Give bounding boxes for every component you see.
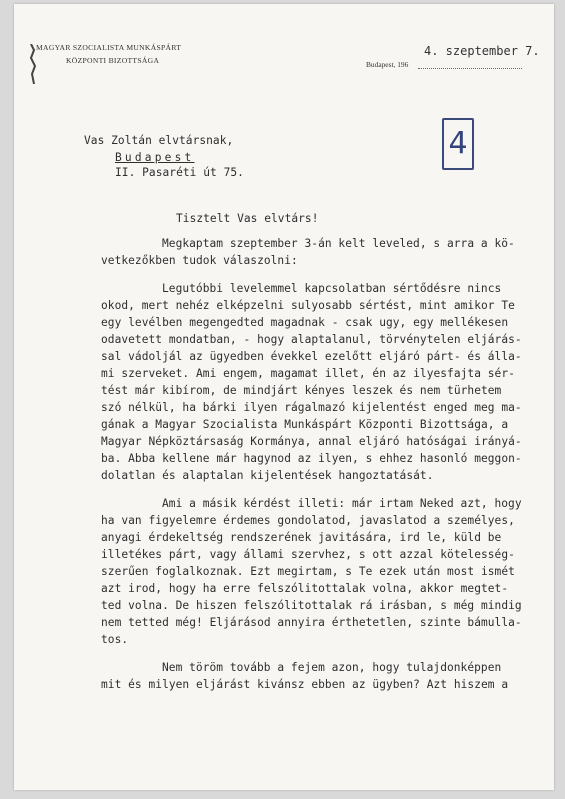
letterhead-line2: KÖZPONTI BIZOTTSÁGA <box>66 56 160 65</box>
body-line: mit és milyen eljárást kivánsz ebben az ügyben? Azt hiszem a <box>101 678 509 691</box>
letterhead-line1: MAGYAR SZOCIALISTA MUNKÁSPÁRT <box>36 43 182 52</box>
body-line: nem tetted még! Eljárásod annyira érthetetlen, szinte bámulla- <box>101 616 522 629</box>
body-line: ha van figyelemre érdemes gondolatod, javaslatod a személyes, <box>101 514 515 527</box>
body-line: Magyar Népköztársaság Kormánya, annal eljáró hatóságai irányá- <box>101 435 522 448</box>
body-line: szó nélkül, ha bárki ilyen rágalmazó kijelentést enged meg ma- <box>101 401 522 414</box>
body-line: anyagi érdekeltség rendszerének javitására, ird le, küld be <box>101 531 502 544</box>
body-line: sal vádoljál az ügyedben évekkel ezelőtt eljáró párt- és álla- <box>101 350 522 363</box>
body-line: okod, mert nehéz elképzelni sulyosabb sértést, mint amikor Te <box>101 299 515 312</box>
body-line: ba. Abba kellene már hagynod az ilyen, s ehhez hasonló meggon- <box>101 452 522 465</box>
body-line: azt irod, hogy ha erre felszólitottalak volna, akkor megtet- <box>101 582 509 595</box>
letter-date: 4. szeptember 7. <box>424 44 540 58</box>
body-line: illetékes párt, vagy állami szervhez, s ott azzal kötelesség- <box>101 548 515 561</box>
date-dotted-line <box>418 68 522 69</box>
body-line: Megkaptam szeptember 3-án kelt leveled, s arra a kö- <box>162 237 515 250</box>
body-line: dolatlan és alaptalan kijelentések hangoztatását. <box>101 469 434 482</box>
body-line: tést már kibírom, de mindjárt kényes leszek és nem türhetem <box>101 384 502 397</box>
recipient-city: Budapest <box>115 151 195 164</box>
body-line: odavetett mondatban, - hogy alaptalanul, törvénytelen eljárás- <box>101 333 522 346</box>
letterhead-place: Budapest, 196 <box>366 60 409 69</box>
recipient-address: II. Pasaréti út 75. <box>115 166 244 179</box>
handwritten-number: 4 <box>442 118 474 170</box>
salutation: Tisztelt Vas elvtárs! <box>176 212 319 225</box>
body-line: mi szerveket. Ami engem, magamat illet, én az ilyesfajta sér- <box>101 367 515 380</box>
body-line: vetkezőkben tudok válaszolni: <box>101 254 298 267</box>
letter-page <box>14 4 554 790</box>
body-line: ted volna. De hiszen felszólitottalak rá irásban, s még mindig <box>101 599 522 612</box>
recipient-name: Vas Zoltán elvtársnak, <box>84 134 234 147</box>
body-line: Legutóbbi levelemmel kapcsolatban sértődésre nincs <box>162 282 502 295</box>
body-line: Nem töröm tovább a fejem azon, hogy tulajdonképpen <box>162 661 502 674</box>
body-line: gának a Magyar Szocialista Munkáspárt Központi Bizottsága, a <box>101 418 509 431</box>
body-line: tos. <box>101 633 129 646</box>
body-line: szerűen foglalkoznak. Ezt megirtam, s Te ezek után most ismét <box>101 565 515 578</box>
body-line: Ami a másik kérdést illeti: már irtam Neked azt, hogy <box>162 497 522 510</box>
body-line: egy levélben megengedted magadnak - csak ugy, egy mellékesen <box>101 316 509 329</box>
